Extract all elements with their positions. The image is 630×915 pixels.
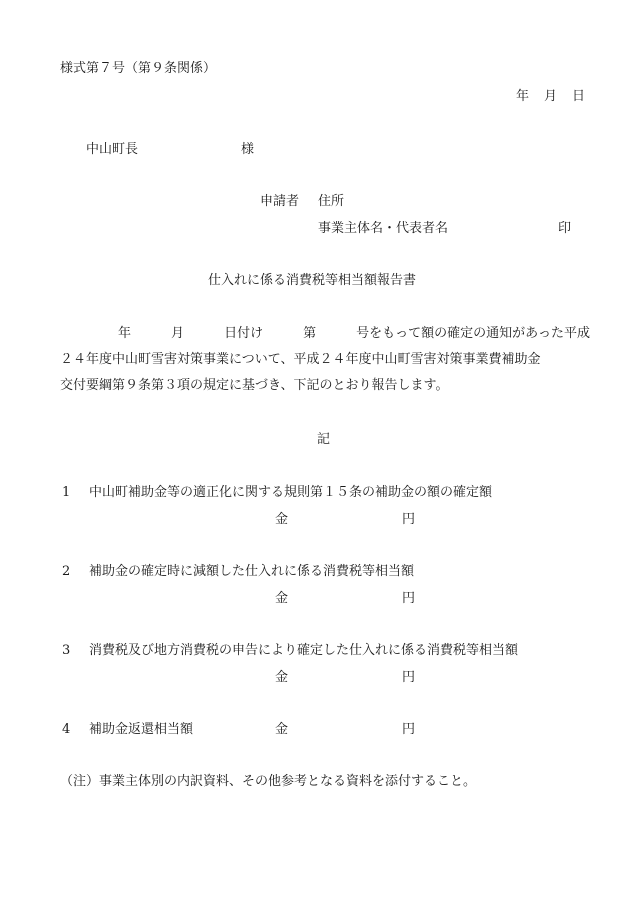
applicant-label: 申請者 <box>260 194 300 209</box>
ki-heading: 記 <box>317 432 331 447</box>
item-4-yen: 円 <box>402 722 416 737</box>
item-1-text: 中山町補助金等の適正化に関する規則第１５条の補助金の額の確定額 <box>89 485 493 500</box>
item-2-yen: 円 <box>402 591 416 606</box>
footnote: （注）事業主体別の内訳資料、その他参考となる資料を添付すること。 <box>60 774 477 789</box>
body-year-label: 年 <box>118 326 132 341</box>
body-paragraph <box>60 321 590 399</box>
addressee-honorific: 様 <box>241 142 255 157</box>
addressee-name: 中山町長 <box>86 142 139 157</box>
body-line-3: 交付要綱第９条第３項の規定に基づき、下記のとおり報告します。 <box>60 378 449 393</box>
item-2-number: 2 <box>62 564 71 579</box>
body-line-1 <box>60 321 590 347</box>
body-month-label: 月 <box>171 326 185 341</box>
item-3-yen: 円 <box>402 670 416 685</box>
body-number-prefix: 第 <box>303 326 317 341</box>
item-1-kin: 金 <box>275 512 289 527</box>
body-date-label: 日付け <box>224 326 264 341</box>
item-3-text: 消費税及び地方消費税の申告により確定した仕入れに係る消費税等相当額 <box>89 643 519 658</box>
item-4-text: 補助金返還相当額 <box>89 722 194 737</box>
date-month-label: 月 <box>544 89 558 104</box>
item-3-number: 3 <box>62 643 71 658</box>
seal-mark: 印 <box>558 221 572 236</box>
form-number: 様式第７号（第９条関係） <box>60 61 217 76</box>
address-label: 住所 <box>318 194 345 209</box>
item-1-yen: 円 <box>402 512 416 527</box>
representative-label: 事業主体名・代表者名 <box>318 221 449 236</box>
body-line-2 <box>60 347 590 373</box>
item-4-kin: 金 <box>275 722 289 737</box>
date-day-label: 日 <box>572 89 586 104</box>
date-year-label: 年 <box>516 89 530 104</box>
item-4-number: 4 <box>62 722 71 737</box>
document-title: 仕入れに係る消費税等相当額報告書 <box>208 273 417 288</box>
item-3-kin: 金 <box>275 670 289 685</box>
item-1-number: 1 <box>62 485 71 500</box>
item-2-kin: 金 <box>275 591 289 606</box>
body-number-suffix: 号をもって額の確定の通知があった平成 <box>356 326 590 341</box>
item-2-text: 補助金の確定時に減額した仕入れに係る消費税等相当額 <box>89 564 415 579</box>
body-line-2-text: ２４年度中山町雪害対策事業について、平成２４年度中山町雪害対策事業費補助金 <box>60 352 541 367</box>
